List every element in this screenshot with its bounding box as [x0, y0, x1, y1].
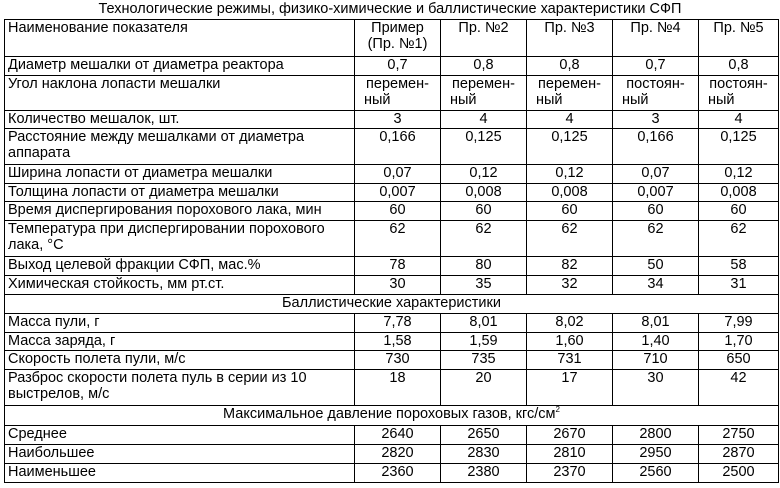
cell-value: 0,8 — [441, 57, 527, 76]
cell-value: 2560 — [613, 464, 699, 483]
cell-value: 2640 — [355, 426, 441, 445]
cell-value — [527, 76, 613, 111]
cell-value: 0,008 — [699, 184, 779, 202]
cell-value — [699, 76, 779, 111]
header-example-2: Пр. №2 — [441, 20, 527, 57]
row-name: Среднее — [5, 426, 355, 445]
cell-value: 62 — [527, 221, 613, 257]
cell-value: 2500 — [699, 464, 779, 483]
cell-value: 32 — [527, 276, 613, 295]
cell-value: 62 — [613, 221, 699, 257]
row-name: Масса пули, г — [5, 314, 355, 333]
cell-value: 735 — [441, 351, 527, 370]
cell-line1: постоян- — [709, 76, 768, 92]
header-example-4: Пр. №4 — [613, 20, 699, 57]
cell-line2: ный — [450, 92, 477, 108]
cell-value: 2810 — [527, 445, 613, 464]
row-name-line2: лака, °С — [8, 237, 64, 253]
cell-value: 30 — [613, 370, 699, 406]
row-name: Скорость полета пули, м/с — [5, 351, 355, 370]
cell-value: 650 — [699, 351, 779, 370]
row-name: Количество мешалок, шт. — [5, 111, 355, 129]
table-row — [5, 76, 779, 111]
cell-value: 0,007 — [613, 184, 699, 202]
cell-value: 78 — [355, 257, 441, 276]
table-row — [5, 165, 779, 184]
row-name-line1: Разброс скорости полета пуль в серии из 10 — [8, 370, 307, 386]
cell-value: 60 — [441, 202, 527, 221]
cell-value: 2950 — [613, 445, 699, 464]
cell-value: 2830 — [441, 445, 527, 464]
cell-value: 4 — [527, 111, 613, 129]
cell-value: 62 — [699, 221, 779, 257]
cell-value: 7,78 — [355, 314, 441, 333]
cell-value — [441, 76, 527, 111]
cell-value: 3 — [355, 111, 441, 129]
cell-value: 60 — [355, 202, 441, 221]
header-example-3: Пр. №3 — [527, 20, 613, 57]
cell-value: 0,008 — [441, 184, 527, 202]
row-name: Угол наклона лопасти мешалки — [5, 76, 355, 111]
cell-value: 0,8 — [527, 57, 613, 76]
header-example-1 — [355, 20, 441, 57]
cell-value: 1,40 — [613, 333, 699, 351]
cell-value: 2800 — [613, 426, 699, 445]
row-name-line1: Температура при диспергировании порохового — [8, 221, 325, 237]
row-name: Химическая стойкость, мм рт.ст. — [5, 276, 355, 295]
cell-value: 1,60 — [527, 333, 613, 351]
cell-value: 1,59 — [441, 333, 527, 351]
cell-value: 0,12 — [527, 165, 613, 184]
cell-value: 0,166 — [355, 129, 441, 165]
cell-value: 730 — [355, 351, 441, 370]
cell-value: 0,7 — [355, 57, 441, 76]
table-row — [5, 464, 779, 483]
row-name — [5, 129, 355, 165]
table-row — [5, 276, 779, 295]
cell-value: 30 — [355, 276, 441, 295]
cell-value: 0,007 — [355, 184, 441, 202]
table-row — [5, 202, 779, 221]
table-row — [5, 426, 779, 445]
cell-value: 34 — [613, 276, 699, 295]
header-example-1-line2: (Пр. №1) — [367, 36, 428, 52]
cell-value: 17 — [527, 370, 613, 406]
header-name: Наименование показателя — [5, 20, 355, 57]
table-row — [5, 333, 779, 351]
cell-value: 0,166 — [613, 129, 699, 165]
cell-line1: перемен- — [366, 76, 429, 92]
table-row — [5, 370, 779, 406]
table-row — [5, 221, 779, 257]
cell-value: 58 — [699, 257, 779, 276]
table-row — [5, 314, 779, 333]
header-example-1-line1: Пример — [371, 20, 424, 36]
row-name-line2: аппарата — [8, 145, 71, 161]
section-pressure-superscript: 2 — [555, 405, 560, 414]
cell-value: 2370 — [527, 464, 613, 483]
cell-value: 0,125 — [527, 129, 613, 165]
table-title: Технологические режимы, физико-химические и баллистические характеристики СФП — [98, 1, 682, 17]
row-name: Масса заряда, г — [5, 333, 355, 351]
cell-value: 0,008 — [527, 184, 613, 202]
cell-value: 60 — [527, 202, 613, 221]
table-row — [5, 257, 779, 276]
cell-value: 2870 — [699, 445, 779, 464]
cell-line1: перемен- — [538, 76, 601, 92]
row-name: Ширина лопасти от диаметра мешалки — [5, 165, 355, 184]
cell-value: 0,07 — [613, 165, 699, 184]
cell-value: 0,07 — [355, 165, 441, 184]
cell-value: 4 — [441, 111, 527, 129]
cell-value: 2820 — [355, 445, 441, 464]
row-name-line2: выстрелов, м/с — [8, 386, 110, 402]
row-name-line1: Расстояние между мешалками от диаметра — [8, 129, 305, 145]
section-pressure — [5, 406, 779, 426]
cell-value: 731 — [527, 351, 613, 370]
cell-value: 0,7 — [613, 57, 699, 76]
cell-value: 60 — [613, 202, 699, 221]
table-row — [5, 57, 779, 76]
cell-value: 2650 — [441, 426, 527, 445]
table-row — [5, 129, 779, 165]
characteristics-table — [4, 19, 779, 483]
cell-value: 82 — [527, 257, 613, 276]
row-name: Наибольшее — [5, 445, 355, 464]
header-row — [5, 20, 779, 57]
cell-value: 50 — [613, 257, 699, 276]
cell-value: 62 — [355, 221, 441, 257]
cell-value: 0,125 — [699, 129, 779, 165]
section-ballistic: Баллистические характеристики — [5, 295, 779, 314]
row-name — [5, 221, 355, 257]
cell-line1: постоян- — [626, 76, 685, 92]
table-row — [5, 184, 779, 202]
cell-value: 0,125 — [441, 129, 527, 165]
cell-line2: ный — [364, 92, 391, 108]
cell-value: 1,58 — [355, 333, 441, 351]
cell-value: 2360 — [355, 464, 441, 483]
cell-value: 8,02 — [527, 314, 613, 333]
cell-value: 2380 — [441, 464, 527, 483]
cell-value: 42 — [699, 370, 779, 406]
table-row — [5, 111, 779, 129]
cell-value: 0,8 — [699, 57, 779, 76]
header-example-5: Пр. №5 — [699, 20, 779, 57]
cell-value: 62 — [441, 221, 527, 257]
cell-value: 1,70 — [699, 333, 779, 351]
cell-value: 60 — [699, 202, 779, 221]
cell-value: 2670 — [527, 426, 613, 445]
cell-value: 2750 — [699, 426, 779, 445]
cell-line2: ный — [536, 92, 563, 108]
cell-value: 18 — [355, 370, 441, 406]
cell-value: 710 — [613, 351, 699, 370]
cell-value: 8,01 — [441, 314, 527, 333]
cell-value: 8,01 — [613, 314, 699, 333]
table-row — [5, 445, 779, 464]
section-pressure-text: Максимальное давление пороховых газов, кгс/см — [223, 406, 556, 422]
cell-value: 0,12 — [699, 165, 779, 184]
cell-line1: перемен- — [452, 76, 515, 92]
cell-value: 0,12 — [441, 165, 527, 184]
section-header-row — [5, 295, 779, 314]
cell-value: 4 — [699, 111, 779, 129]
cell-value: 80 — [441, 257, 527, 276]
cell-value: 31 — [699, 276, 779, 295]
cell-line2: ный — [708, 92, 735, 108]
cell-value: 7,99 — [699, 314, 779, 333]
row-name: Время диспергирования порохового лака, мин — [5, 202, 355, 221]
cell-value: 35 — [441, 276, 527, 295]
row-name: Выход целевой фракции СФП, мас.% — [5, 257, 355, 276]
cell-value: 3 — [613, 111, 699, 129]
row-name: Толщина лопасти от диаметра мешалки — [5, 184, 355, 202]
row-name: Наименьшее — [5, 464, 355, 483]
row-name — [5, 370, 355, 406]
table-row — [5, 351, 779, 370]
cell-value — [355, 76, 441, 111]
cell-value: 20 — [441, 370, 527, 406]
cell-value — [613, 76, 699, 111]
row-name: Диаметр мешалки от диаметра реактора — [5, 57, 355, 76]
cell-line2: ный — [622, 92, 649, 108]
section-header-row — [5, 406, 779, 426]
